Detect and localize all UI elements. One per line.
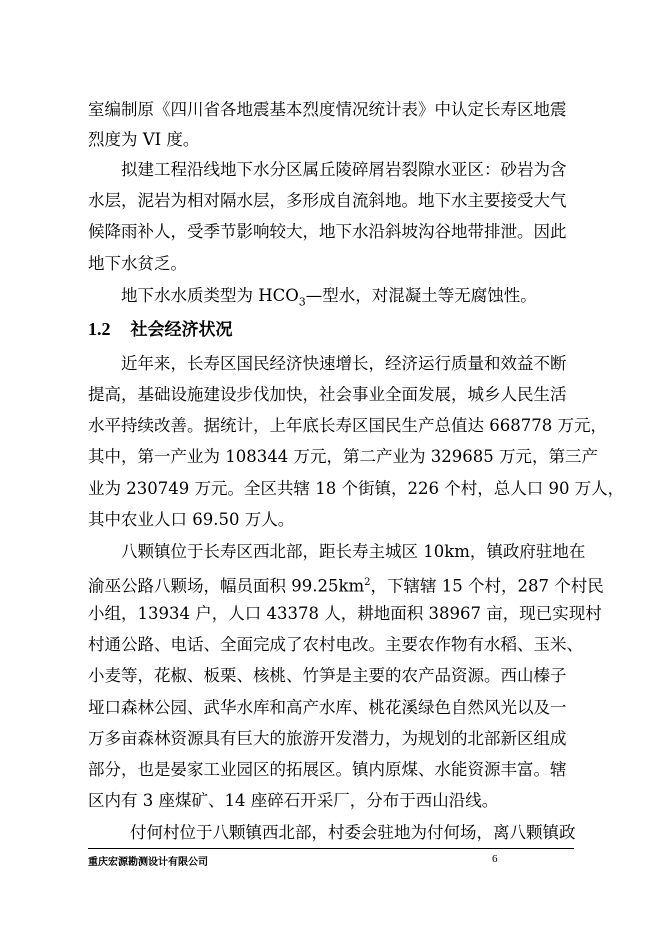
text-line: 其中，第一产业为 108344 万元，第二产业为 329685 万元，第三产 — [88, 447, 598, 466]
water-type-suffix: —型水，对混凝土等无腐蚀性。 — [305, 286, 537, 305]
footer-company: 重庆宏源勘测设计有限公司 — [88, 857, 208, 868]
area-prefix: 渝巫公路八颗场，幅员面积 99.25km — [88, 576, 365, 596]
text-line: 业为 230749 万元。全区共辖 18 个街镇，226 个村，总人口 90 万人， — [88, 479, 625, 498]
text-line: 小组，13934 户，人口 43378 人，耕地面积 38967 亩，现已实现村 — [88, 604, 602, 623]
section-title: 社会经济状况 — [130, 320, 233, 340]
text-line: 村通公路、电话、全面完成了农村电改。主要农作物有水稻、玉米、 — [88, 635, 583, 654]
text-line: 小麦等，花椒、板栗、核桃、竹笋是主要的农产品资源。西山榛子 — [88, 666, 567, 685]
text-line: 地下水贫乏。 — [88, 254, 187, 273]
footer-divider — [88, 848, 574, 849]
text-line: 付何村位于八颗镇西北部，村委会驻地为付何场，离八颗镇政 — [130, 823, 576, 842]
section-number: 1.2 — [88, 319, 111, 339]
text-line: 区内有 3 座煤矿、14 座碎石开采厂，分布于西山沿线。 — [88, 791, 499, 810]
text-line: 近年来，长寿区国民经济快速增长，经济运行质量和效益不断 — [121, 354, 567, 373]
text-line: 水平持续改善。据统计，上年底长寿区国民生产总值达 668778 万元， — [88, 416, 607, 435]
text-line: 烈度为 VI 度。 — [88, 130, 200, 149]
section-heading — [88, 318, 233, 341]
text-line: 万多亩森林资源具有巨大的旅游开发潜力，为规划的北部新区组成 — [88, 729, 567, 748]
water-type-line — [121, 285, 537, 313]
water-type-subscript: 3 — [298, 295, 306, 309]
water-type-prefix: 地下水水质类型为 HCO — [121, 286, 299, 305]
area-line — [88, 572, 604, 598]
text-line: 室编制原《四川省各地震基本烈度情况统计表》中认定长寿区地震 — [88, 100, 567, 119]
text-line: 候降雨补人，受季节影响较大，地下水沿斜坡沟谷地带排泄。因此 — [88, 222, 567, 241]
text-line: 提高，基础设施建设步伐加快，社会事业全面发展，城乡人民生活 — [88, 385, 567, 404]
text-line: 拟建工程沿线地下水分区属丘陵碎屑岩裂隙水亚区：砂岩为含 — [121, 160, 567, 179]
text-line: 八颗镇位于长寿区西北部，距长寿主城区 10km，镇政府驻地在 — [121, 542, 586, 561]
text-line: 水层，泥岩为相对隔水层，多形成自流斜地。地下水主要接受大气 — [88, 191, 567, 210]
text-line: 垭口森林公园、武华水库和高产水库、桃花溪绿色自然风光以及一 — [88, 698, 567, 717]
area-superscript: 2 — [364, 577, 371, 588]
page-number: 6 — [492, 853, 498, 865]
text-line: 其中农业人口 69.50 万人。 — [88, 510, 295, 529]
text-line: 部分，也是晏家工业园区的拓展区。镇内原煤、水能资源丰富。辖 — [88, 760, 567, 779]
area-suffix: ，下辖辖 15 个村，287 个村民 — [370, 576, 604, 596]
